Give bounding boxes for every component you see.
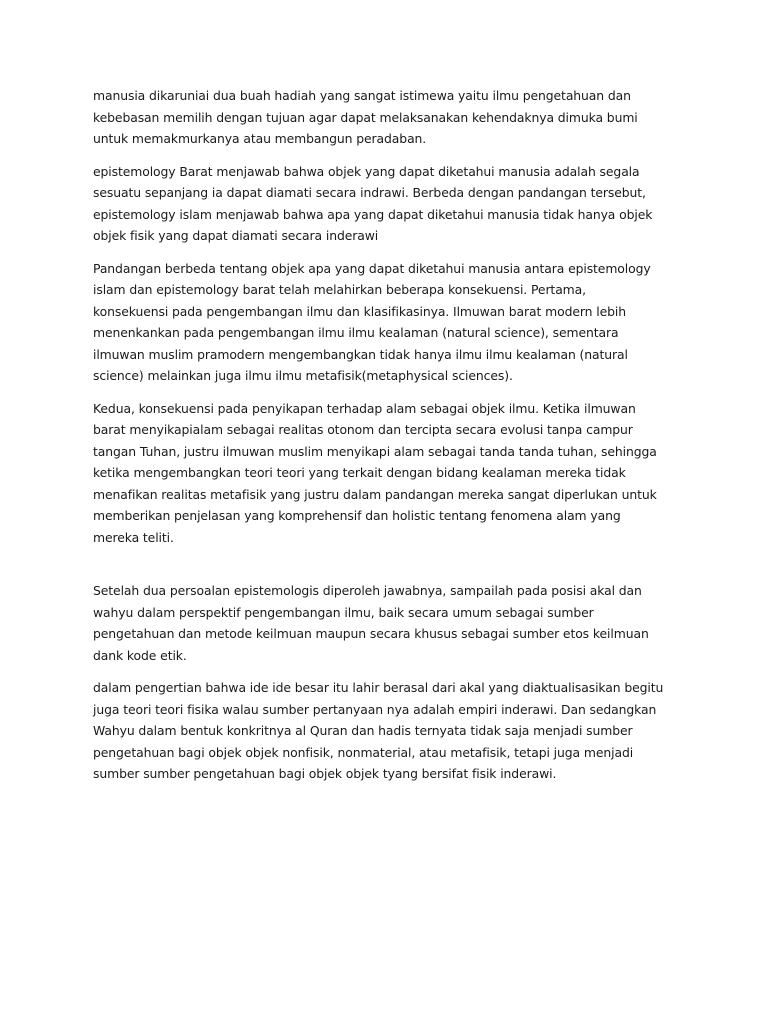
- paragraph-6: dalam pengertian bahwa ide ide besar itu lahir berasal dari akal yang diaktualisasikan begitu juga teori teori fisika walau sumber pertanyaan nya adalah empiri inderawi. Dan sedangkan Wahyu dalam bentuk konkritnya al Quran dan hadis ternyata tidak saja menjadi sumber pengetahuan bagi objek objek nonfisik, nonmaterial, atau metafisik, tetapi juga menjadi sumber sumber pengetahuan bagi objek objek tyang bersifat fisik inderawi.: [93, 680, 664, 781]
- paragraph-1: manusia dikaruniai dua buah hadiah yang sangat istimewa yaitu ilmu pengetahuan dan kebebasan memilih dengan tujuan agar dapat melaksanakan kehendaknya dimuka bumi untuk memakmurkanya atau membangun peradaban.: [93, 88, 638, 146]
- paragraph-2: epistemology Barat menjawab bahwa objek yang dapat diketahui manusia adalah segala sesuatu sepanjang ia dapat diamati secara indrawi. Berbeda dengan pandangan tersebut, epistemology islam menjawab bahwa apa yang dapat diketahui manusia tidak hanya objek objek fisik yang dapat diamati secara inderawi: [93, 163, 653, 243]
- paragraph-4: Kedua, konsekuensi pada penyikapan terhadap alam sebagai objek ilmu. Ketika ilmuwan barat menyikapialam sebagai realitas otonom dan tercipta secara evolusi tanpa campur tangan Tuhan, justru ilmuwan muslim menyikapi alam sebagai tanda tanda tuhan, sehingga ketika mengembangkan teori teori yang terkait dengan bidang kealaman mereka tidak menafikan realitas metafisik yang justru dalam pandangan mereka sangat diperlukan untuk memberikan penjelasan yang komprehensif dan holistic tentang fenomena alam yang mereka teliti.: [93, 400, 657, 545]
- paragraph-3: Pandangan berbeda tentang objek apa yang dapat diketahui manusia antara epistemology islam dan epistemology barat telah melahirkan beberapa konsekuensi. Pertama, konsekuensi pada pengembangan ilmu dan klasifikasinya. Ilmuwan barat modern lebih menenkankan pada pengembangan ilmu ilmu kealaman (natural science), sementara ilmuwan muslim pramodern mengembangkan tidak hanya ilmu ilmu kealaman (natural science) melainkan juga ilmu ilmu metafisik(metaphysical sciences).: [93, 260, 651, 383]
- document-page: [93, 85, 683, 796]
- paragraph-5: Setelah dua persoalan epistemologis diperoleh jawabnya, sampailah pada posisi akal dan wahyu dalam perspektif pengembangan ilmu, baik secara umum sebagai sumber pengetahuan dan metode keilmuan maupun secara khusus sebagai sumber etos keilmuan dank kode etik.: [93, 583, 649, 663]
